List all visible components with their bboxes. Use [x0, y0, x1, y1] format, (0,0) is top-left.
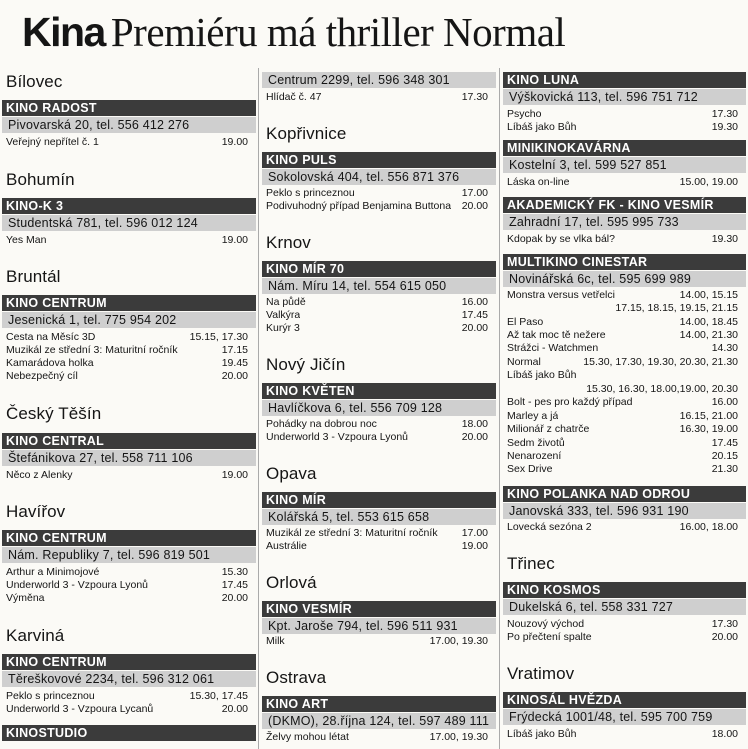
listing-column-3	[501, 68, 748, 749]
showtimes: 17.00	[461, 187, 488, 199]
showtimes: 17.45	[711, 437, 738, 449]
cinema-address: Novinářská 6c, tel. 595 699 989	[503, 271, 746, 287]
film-title: Výměna	[6, 592, 45, 604]
screening-row	[501, 176, 748, 188]
screening-row	[501, 396, 748, 408]
cinema-address: Centrum 2299, tel. 596 348 301	[262, 72, 496, 88]
showtimes: 14.00, 18.45	[679, 316, 738, 328]
screening-row	[501, 289, 748, 301]
showtimes: 19.30	[711, 233, 738, 245]
cinema-address: Janovská 333, tel. 596 931 190	[503, 503, 746, 519]
cinema-name: KINO PULS	[262, 152, 496, 168]
cinema-address: Kostelní 3, tel. 599 527 851	[503, 157, 746, 173]
showtimes: 19.00	[221, 136, 248, 148]
film-title: Normal	[507, 356, 541, 368]
city-heading: Opava	[266, 464, 317, 483]
film-title: Podivuhodný případ Benjamina Buttona	[266, 200, 452, 212]
listing-column-2	[260, 68, 498, 749]
cinema-name: KINO POLANKA NAD ODROU	[503, 486, 746, 502]
showtimes: 19.00	[221, 469, 248, 481]
screening-row	[0, 357, 258, 369]
showtimes: 15.00, 19.00	[679, 176, 738, 188]
city-heading: Orlová	[266, 573, 317, 592]
screening-row	[260, 296, 498, 308]
screening-row	[0, 592, 258, 604]
city-heading: Český Těšín	[6, 404, 102, 423]
cinema-name: KINO CENTRUM	[2, 295, 256, 311]
showtimes: 15.15, 17.30	[189, 331, 248, 343]
film-title: Peklo s princeznou	[266, 187, 355, 199]
screening-row	[501, 463, 748, 475]
screening-row	[501, 233, 748, 245]
city-heading: Karviná	[6, 626, 65, 645]
showtimes: 20.00	[461, 200, 488, 212]
film-title: Líbáš jako Bůh	[507, 121, 577, 133]
film-title: Psycho	[507, 108, 542, 120]
showtimes: 20.15	[711, 450, 738, 462]
cinema-address: Těreškovové 2234, tel. 596 312 061	[2, 671, 256, 687]
cinema-name: KINOSÁL HVĚZDA	[503, 692, 746, 708]
screening-row	[501, 618, 748, 630]
screening-row	[501, 356, 748, 368]
cinema-name: MINIKINOKAVÁRNA	[503, 140, 746, 156]
showtimes: 17.30	[461, 91, 488, 103]
cinema-address: Dukelská 6, tel. 558 331 727	[503, 599, 746, 615]
film-title: Milionář z chatrče	[507, 423, 590, 435]
showtimes: 16.00	[711, 396, 738, 408]
screening-row	[501, 369, 748, 381]
screening-row	[501, 121, 748, 133]
cinema-address: Jesenická 1, tel. 775 954 202	[2, 312, 256, 328]
film-title: Muzikál ze střední 3: Maturitní ročník	[266, 527, 438, 539]
screening-row	[0, 566, 258, 578]
screening-row	[501, 728, 748, 740]
column-divider	[258, 68, 259, 749]
showtimes: 20.00	[221, 592, 248, 604]
cinema-address: Nám. Míru 14, tel. 554 615 050	[262, 278, 496, 294]
film-title: Underworld 3 - Vzpoura Lyonů	[266, 431, 409, 443]
showtimes: 17.00, 19.30	[429, 731, 488, 743]
showtimes: 20.00	[461, 322, 488, 334]
film-title: Underworld 3 - Vzpoura Lycanů	[6, 703, 154, 715]
film-title: Hlídač č. 47	[266, 91, 322, 103]
film-title: Až tak moc tě nežere	[507, 329, 606, 341]
screening-row	[260, 418, 498, 430]
film-title: Líbáš jako Bůh	[507, 369, 577, 381]
showtimes: 15.30, 17.45	[189, 690, 248, 702]
screening-row	[0, 370, 258, 382]
screening-row	[0, 234, 258, 246]
film-title: Marley a já	[507, 410, 559, 422]
screening-row	[0, 579, 258, 591]
cinema-address: Kpt. Jaroše 794, tel. 596 511 931	[262, 618, 496, 634]
cinema-name: KINO-K 3	[2, 198, 256, 214]
screening-row	[501, 383, 748, 395]
showtimes: 19.45	[221, 357, 248, 369]
film-title: Sedm životů	[507, 437, 565, 449]
cinema-address: (DKMO), 28.října 124, tel. 597 489 111	[262, 713, 496, 729]
cinema-name: KINO VESMÍR	[262, 601, 496, 617]
film-title: Peklo s princeznou	[6, 690, 95, 702]
cinema-address: Havlíčkova 6, tel. 556 709 128	[262, 400, 496, 416]
film-title: Nebezpečný cíl	[6, 370, 78, 382]
cinema-name: KINO KOSMOS	[503, 582, 746, 598]
film-title: Arthur a Minimojové	[6, 566, 100, 578]
film-title: Valkýra	[266, 309, 301, 321]
city-heading: Nový Jičín	[266, 355, 346, 374]
film-title: Cesta na Měsíc 3D	[6, 331, 96, 343]
screening-row	[501, 437, 748, 449]
film-title: Po přečtení spalte	[507, 631, 592, 643]
screening-row	[501, 631, 748, 643]
city-heading: Bohumín	[6, 170, 75, 189]
screening-row	[501, 423, 748, 435]
film-title: Strážci - Watchmen	[507, 342, 599, 354]
cinema-address: Frýdecká 1001/48, tel. 595 700 759	[503, 709, 746, 725]
screening-row	[501, 302, 748, 314]
cinema-name: AKADEMICKÝ FK - KINO VESMÍR	[503, 197, 746, 213]
film-title: Lovecká sezóna 2	[507, 521, 592, 533]
cinema-name: KINO MÍR 70	[262, 261, 496, 277]
showtimes: 20.00	[221, 370, 248, 382]
cinema-name: MULTIKINO CINESTAR	[503, 254, 746, 270]
column-divider	[499, 68, 500, 749]
film-title: Líbáš jako Bůh	[507, 728, 577, 740]
city-heading: Krnov	[266, 233, 311, 252]
screening-row	[501, 410, 748, 422]
screening-row	[0, 690, 258, 702]
showtimes: 18.00	[711, 728, 738, 740]
cinema-name: KINO RADOST	[2, 100, 256, 116]
showtimes: 20.00	[711, 631, 738, 643]
screening-row	[260, 309, 498, 321]
film-title: Monstra versus vetřelci	[507, 289, 615, 301]
film-title: Na půdě	[266, 296, 306, 308]
showtimes: 14.00, 15.15	[679, 289, 738, 301]
screening-row	[260, 635, 498, 647]
film-title: Láska on-line	[507, 176, 570, 188]
cinema-name: KINO CENTRUM	[2, 530, 256, 546]
showtimes: 17.30	[711, 108, 738, 120]
film-title: El Paso	[507, 316, 544, 328]
page-heading	[22, 8, 565, 56]
city-heading: Třinec	[507, 554, 555, 573]
screening-row	[260, 187, 498, 199]
cinema-name: KINO CENTRUM	[2, 654, 256, 670]
screening-row	[0, 136, 258, 148]
cinema-address: Štefánikova 27, tel. 558 711 106	[2, 450, 256, 466]
screening-row	[260, 322, 498, 334]
film-title: Něco z Alenky	[6, 469, 73, 481]
film-title: Sex Drive	[507, 463, 553, 475]
cinema-name: KINO ART	[262, 696, 496, 712]
showtimes: 17.30	[711, 618, 738, 630]
showtimes: 16.15, 21.00	[679, 410, 738, 422]
film-title: Yes Man	[6, 234, 47, 246]
cinema-name: KINOSTUDIO	[2, 725, 256, 741]
screening-row	[0, 469, 258, 481]
headline: Premiéru má thriller Normal	[110, 9, 566, 55]
showtimes: 19.00	[461, 540, 488, 552]
showtimes: 16.00, 18.00	[679, 521, 738, 533]
film-title: Kdopak by se vlka bál?	[507, 233, 615, 245]
city-heading: Bruntál	[6, 267, 61, 286]
city-heading: Vratimov	[507, 664, 575, 683]
city-heading: Havířov	[6, 502, 66, 521]
screening-row	[501, 329, 748, 341]
film-title: Nouzový východ	[507, 618, 585, 630]
screening-row	[501, 450, 748, 462]
cinema-name: KINO LUNA	[503, 72, 746, 88]
film-title: Kurýr 3	[266, 322, 300, 334]
showtimes: 15.30, 16.30, 18.00,19.00, 20.30	[586, 383, 738, 395]
screening-row	[260, 431, 498, 443]
screening-row	[501, 108, 748, 120]
cinema-address: Nám. Republiky 7, tel. 596 819 501	[2, 547, 256, 563]
screening-row	[260, 527, 498, 539]
showtimes: 19.30	[711, 121, 738, 133]
screening-row	[260, 91, 498, 103]
cinema-address: Pivovarská 20, tel. 556 412 276	[2, 117, 256, 133]
film-title: Nenarození	[507, 450, 562, 462]
showtimes: 17.45	[461, 309, 488, 321]
showtimes: 16.00	[461, 296, 488, 308]
film-title: Underworld 3 - Vzpoura Lyonů	[6, 579, 149, 591]
film-title: Muzikál ze střední 3: Maturitní ročník	[6, 344, 178, 356]
cinema-address: Studentská 781, tel. 596 012 124	[2, 215, 256, 231]
screening-row	[501, 316, 748, 328]
screening-row	[260, 540, 498, 552]
showtimes: 16.30, 19.00	[679, 423, 738, 435]
cinema-address: Výškovická 113, tel. 596 751 712	[503, 89, 746, 105]
film-title: Pohádky na dobrou noc	[266, 418, 377, 430]
cinema-address: Sokolovská 404, tel. 556 871 376	[262, 169, 496, 185]
cinema-address: Kolářská 5, tel. 553 615 658	[262, 509, 496, 525]
city-heading: Bílovec	[6, 72, 63, 91]
screening-row	[0, 344, 258, 356]
showtimes: 17.00	[461, 527, 488, 539]
film-title: Veřejný nepřítel č. 1	[6, 136, 99, 148]
showtimes: 19.00	[221, 234, 248, 246]
showtimes: 15.30	[221, 566, 248, 578]
showtimes: 15.30, 17.30, 19.30, 20.30, 21.30	[583, 356, 738, 368]
city-heading: Kopřivnice	[266, 124, 347, 143]
screening-row	[260, 200, 498, 212]
screening-row	[0, 703, 258, 715]
city-heading: Ostrava	[266, 668, 327, 687]
showtimes: 17.45	[221, 579, 248, 591]
screening-row	[260, 731, 498, 743]
film-title: Kamarádova holka	[6, 357, 94, 369]
listing-column-1	[0, 68, 258, 749]
cinema-name: KINO MÍR	[262, 492, 496, 508]
showtimes: 20.00	[461, 431, 488, 443]
showtimes: 21.30	[711, 463, 738, 475]
film-title: Milk	[266, 635, 285, 647]
showtimes: 17.15, 18.15, 19.15, 21.15	[615, 302, 738, 314]
showtimes: 20.00	[221, 703, 248, 715]
showtimes: 18.00	[461, 418, 488, 430]
film-title: Bolt - pes pro každý případ	[507, 396, 633, 408]
screening-row	[501, 521, 748, 533]
screening-row	[501, 342, 748, 354]
showtimes: 17.00, 19.30	[429, 635, 488, 647]
showtimes: 14.00, 21.30	[679, 329, 738, 341]
showtimes: 17.15	[221, 344, 248, 356]
section-keyword: Kina	[22, 9, 105, 55]
cinema-name: KINO KVĚTEN	[262, 383, 496, 399]
showtimes: 14.30	[711, 342, 738, 354]
screening-row	[0, 331, 258, 343]
film-title: Austrálie	[266, 540, 307, 552]
cinema-address: Zahradní 17, tel. 595 995 733	[503, 214, 746, 230]
cinema-name: KINO CENTRAL	[2, 433, 256, 449]
film-title: Želvy mohou létat	[266, 731, 349, 743]
